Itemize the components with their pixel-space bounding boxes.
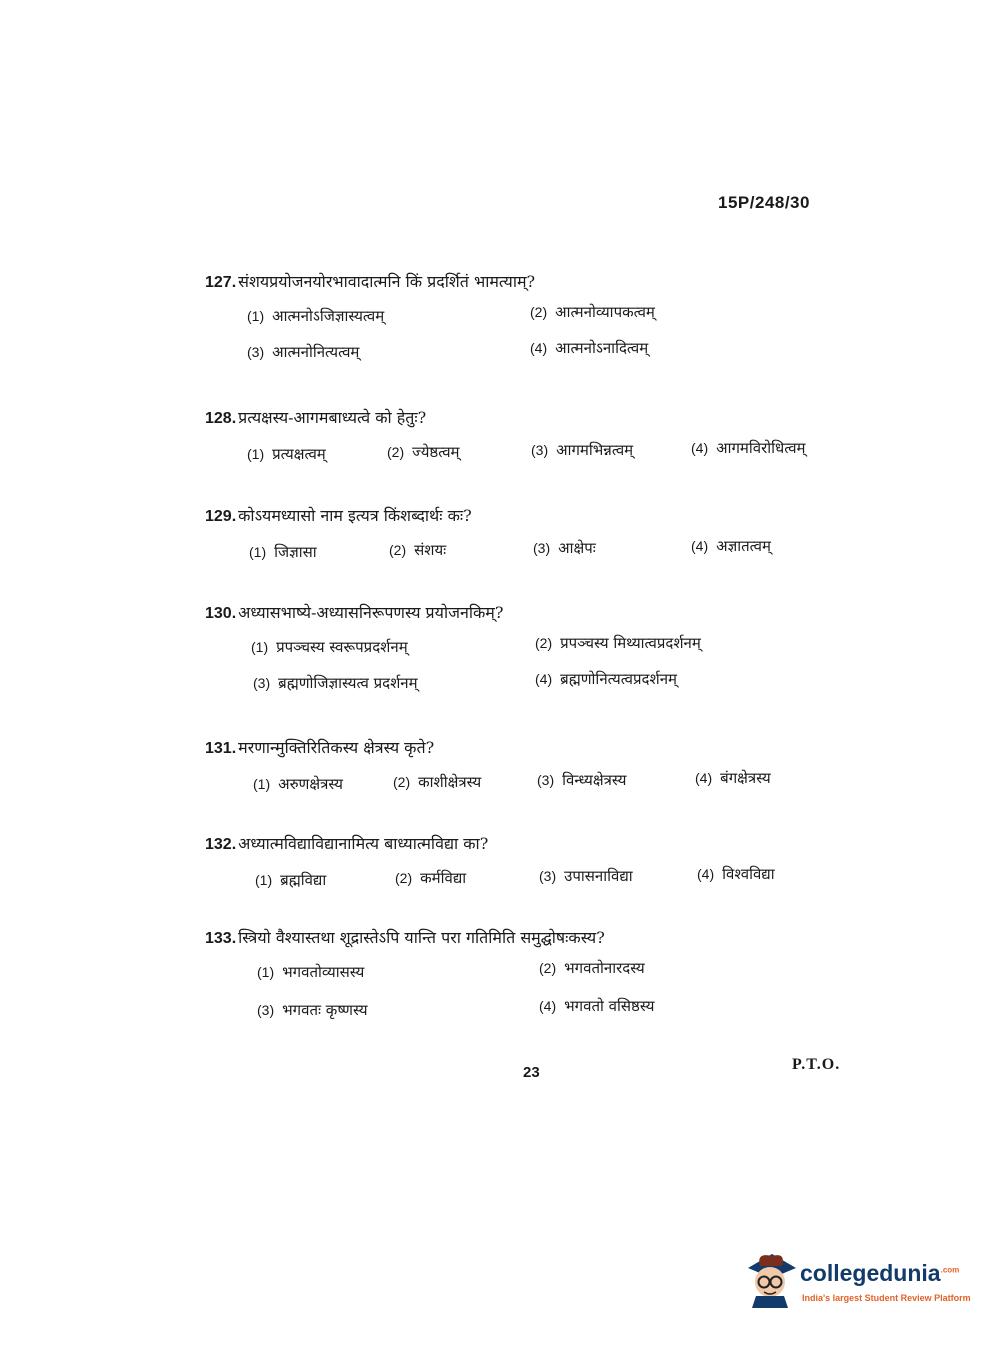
question-129: [205, 504, 865, 616]
question-text: अध्यासभाष्ये-अध्यासनिरूपणस्य प्रयोजनकिम्?: [238, 603, 504, 622]
option-3: (3) आगमभिन्नत्वम्: [531, 441, 634, 459]
option-2: (2) प्रपञ्चस्य मिथ्यात्वप्रदर्शनम्: [535, 634, 701, 652]
option-4: (4) बंगक्षेत्रस्य: [695, 769, 771, 787]
brand-name: collegedunia$^{.com}$: [800, 1260, 960, 1286]
option-3: (3) आत्मनोनित्यत्वम्: [247, 343, 360, 361]
brand-suffix: .com: [940, 1265, 960, 1275]
brand-tagline: India's largest Student Review Platform: [802, 1293, 971, 1303]
question-number: 132.: [205, 836, 237, 853]
option-4: (4) भगवतो वसिष्ठस्य: [539, 997, 655, 1015]
option-2: (2) काशीक्षेत्रस्य: [393, 773, 482, 791]
question-stem: [205, 926, 865, 948]
option-2: (2) आत्मनोव्यापकत्वम्: [530, 303, 655, 321]
question-text: कोऽयमध्यासो नाम इत्यत्र किंशब्दार्थः कः?: [238, 506, 472, 525]
option-3: (3) उपासनाविद्या: [539, 867, 633, 885]
option-4: (4) आत्मनोऽनादित्वम्: [530, 339, 649, 357]
option-1: (1) प्रत्यक्षत्वम्: [247, 445, 326, 463]
question-stem: [205, 601, 865, 623]
option-2: (2) कर्मविद्या: [395, 869, 467, 887]
option-1: (1) ब्रह्मविद्या: [255, 871, 327, 889]
question-number: 128.: [205, 410, 237, 427]
question-stem: [205, 406, 865, 428]
option-4: (4) विश्वविद्या: [697, 865, 775, 883]
pto-label: P.T.O.: [792, 1056, 841, 1073]
question-stem: [205, 832, 865, 854]
option-2: (2) संशयः: [389, 541, 447, 559]
question-133: [205, 926, 865, 1038]
question-128: [205, 406, 865, 518]
option-1: (1) आत्मनोऽजिज्ञास्यत्वम्: [247, 307, 385, 325]
question-number: 127.: [205, 274, 237, 291]
question-130: [205, 601, 865, 713]
question-stem: [205, 270, 865, 292]
question-text: स्त्रियो वैश्यास्तथा शूद्रास्तेऽपि यान्ति परा गतिमिति समुद्घोषःकस्य?: [238, 928, 605, 947]
option-1: (1) अरुणक्षेत्रस्य: [253, 775, 343, 793]
question-stem: [205, 736, 865, 758]
option-3: (3) भगवतः कृष्णस्य: [257, 1001, 368, 1019]
question-number: 133.: [205, 930, 237, 947]
collegedunia-watermark: [742, 1248, 972, 1312]
options: [205, 958, 865, 1038]
option-4: (4) ब्रह्मणोनित्यत्वप्रदर्शनम्: [535, 670, 678, 688]
option-4: (4) अज्ञातत्वम्: [691, 537, 771, 555]
option-3: (3) ब्रह्मणोजिज्ञास्यत्व प्रदर्शनम्: [253, 674, 418, 692]
options: [205, 302, 865, 382]
question-text: मरणान्मुक्तिरितिकस्य क्षेत्रस्य कृते?: [238, 738, 435, 757]
question-text: प्रत्यक्षस्य-आगमबाध्यत्वे को हेतुः?: [238, 408, 427, 427]
question-number: 129.: [205, 508, 237, 525]
option-3: (3) विन्ध्यक्षेत्रस्य: [537, 771, 627, 789]
question-text: अध्यात्मविद्याविद्यानामित्य बाध्यात्मविद्या का?: [238, 834, 489, 853]
option-3: (3) आक्षेपः: [533, 539, 596, 557]
option-2: (2) भगवतोनारदस्य: [539, 959, 645, 977]
mascot-logo-icon: [742, 1248, 798, 1308]
question-stem: [205, 504, 865, 526]
option-1: (1) प्रपञ्चस्य स्वरूपप्रदर्शनम्: [251, 638, 408, 656]
question-127: [205, 270, 865, 382]
page-code: 15P/248/30: [718, 193, 810, 212]
option-1: (1) भगवतोव्यासस्य: [257, 963, 365, 981]
option-4: (4) आगमविरोधित्वम्: [691, 439, 806, 457]
question-number: 130.: [205, 605, 237, 622]
options: [205, 633, 865, 713]
question-number: 131.: [205, 740, 237, 757]
option-1: (1) जिज्ञासा: [249, 543, 317, 561]
question-text: संशयप्रयोजनयोरभावादात्मनि किं प्रदर्शितं भामत्याम्?: [238, 272, 536, 291]
option-2: (2) ज्येष्ठत्वम्: [387, 443, 460, 461]
page-number: 23: [523, 1064, 540, 1081]
